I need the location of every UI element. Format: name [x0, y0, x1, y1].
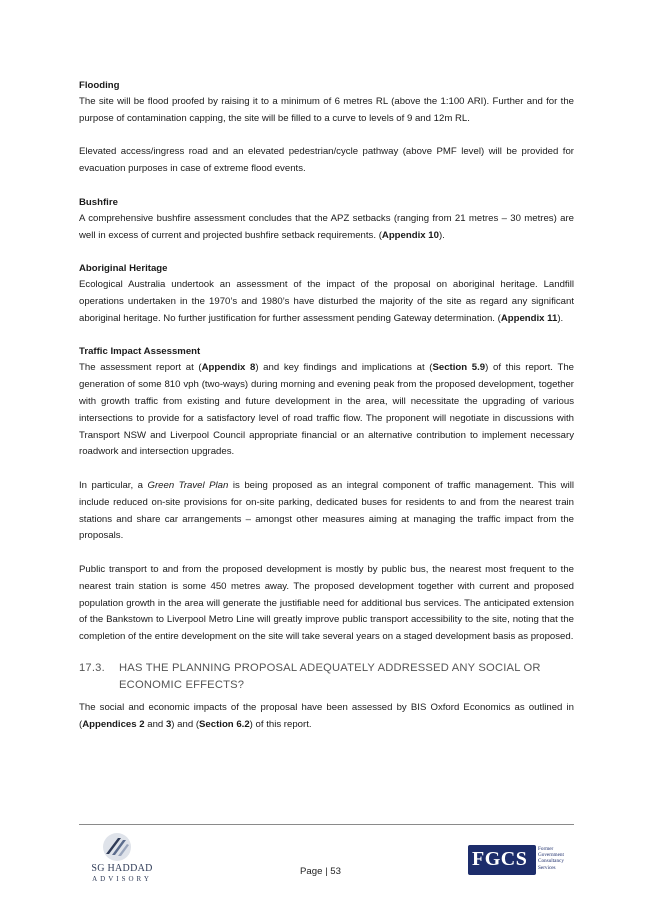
page-number: Page | 53 — [300, 866, 341, 877]
flooding-heading: Flooding — [79, 80, 120, 91]
section-ref: Section 6.2 — [199, 718, 250, 730]
appendix-ref: Appendix 8 — [201, 362, 256, 374]
social-economic-paragraph: The social and economic impacts of the proposal have been assessed by BIS Oxford Economics as outlined in (Appendices 2 and 3) and (Section 6.2) of this report. — [79, 701, 574, 730]
fgcs-logo-text: FGCS — [472, 848, 528, 870]
logo-name: SG HADDAD — [91, 863, 153, 874]
aboriginal-heading: Aboriginal Heritage — [79, 263, 168, 275]
sg-haddad-emblem-icon — [102, 832, 132, 862]
flooding-paragraph-2: Elevated access/ingress road and an elevated pedestrian/cycle pathway (above PMF level) will be provided for evacuation purposes in case of extreme flood events. — [79, 146, 574, 175]
section-title: HAS THE PLANNING PROPOSAL ADEQUATELY ADDRESSED ANY SOCIAL OR ECONOMIC EFFECTS? — [119, 661, 541, 691]
sg-haddad-logo — [82, 832, 162, 884]
traffic-paragraph-2: In particular, a Green Travel Plan is being proposed as an integral component of traffic management. This will include reduced on-site provisions for on-site parking, dedicated buses for residents to and from the nearest train stations and share car arrangements – amongst other measures aiming at managing the traffic impact from the proposals. — [79, 479, 574, 542]
logo-subtitle: ADVISORY — [92, 875, 152, 883]
aboriginal-paragraph: Ecological Australia undertook an assessment of the impact of the proposal on aboriginal heritage. Landfill operations undertaken in the 1970’s and 1980’s have disturbed the majority of the site as regard any significant aboriginal heritage. No further justification for further assessment pending Gateway determination. (Appendix 11). — [79, 279, 574, 324]
flooding-paragraph-1: The site will be flood proofed by raising it to a minimum of 6 metres RL (above the 1:100 ARI). Further and for the purpose of contamination capping, the site will be filled to a curve to levels of 9 and 12m RL. — [79, 96, 574, 124]
traffic-heading: Traffic Impact Assessment — [79, 346, 201, 358]
section-17-3-heading — [79, 660, 574, 694]
bushfire-heading: Bushfire — [79, 196, 118, 208]
appendix-ref: 3 — [165, 718, 172, 730]
bushfire-paragraph: A comprehensive bushfire assessment concludes that the APZ setbacks (ranging from 21 metres – 30 metres) are well in excess of current and projected bushfire setback requirements. (Appendix 10). — [79, 212, 574, 241]
appendix-ref: Appendices 2 — [82, 718, 145, 730]
green-travel-plan: Green Travel Plan — [147, 479, 229, 491]
footer-divider — [79, 824, 574, 825]
appendix-ref: Appendix 11 — [500, 312, 558, 324]
section-number: 17.3. — [79, 661, 105, 674]
traffic-paragraph-1: The assessment report at (Appendix 8) and key findings and implications at (Section 5.9) of this report. The generation of some 810 vph (two-ways) during morning and evening peak from the proposed development, together with growth traffic from existing and future development in the area, will necessitate the upgrading of various intersections to provide for a satisfactory level of road traffic flow. The proponent will negotiate in discussions with Transport NSW and Liverpool Council appropriate financial or an alternative contribution to implement necessary roadwork and intersection upgrades. — [79, 362, 574, 458]
fgcs-logo — [468, 845, 572, 877]
section-ref: Section 5.9 — [432, 362, 486, 374]
appendix-ref: Appendix 10 — [381, 229, 439, 241]
fgcs-tagline: Former Government Consultancy Services — [538, 846, 564, 871]
traffic-paragraph-3: Public transport to and from the proposed development is mostly by public bus, the nearest most frequent to the nearest train station is some 450 metres away. The proposed development together with current and proposed population growth in the area will generate the justifiable need for additional bus services. The anticipated extension of the Bankstown to Liverpool Metro Line will greatly improve public transport accessibility to the site, noting that the completion of the entire development on the site will take several years on a staged development basis as proposed. — [79, 563, 574, 643]
fgcs-logo-box — [468, 845, 536, 875]
document-body — [79, 78, 574, 734]
